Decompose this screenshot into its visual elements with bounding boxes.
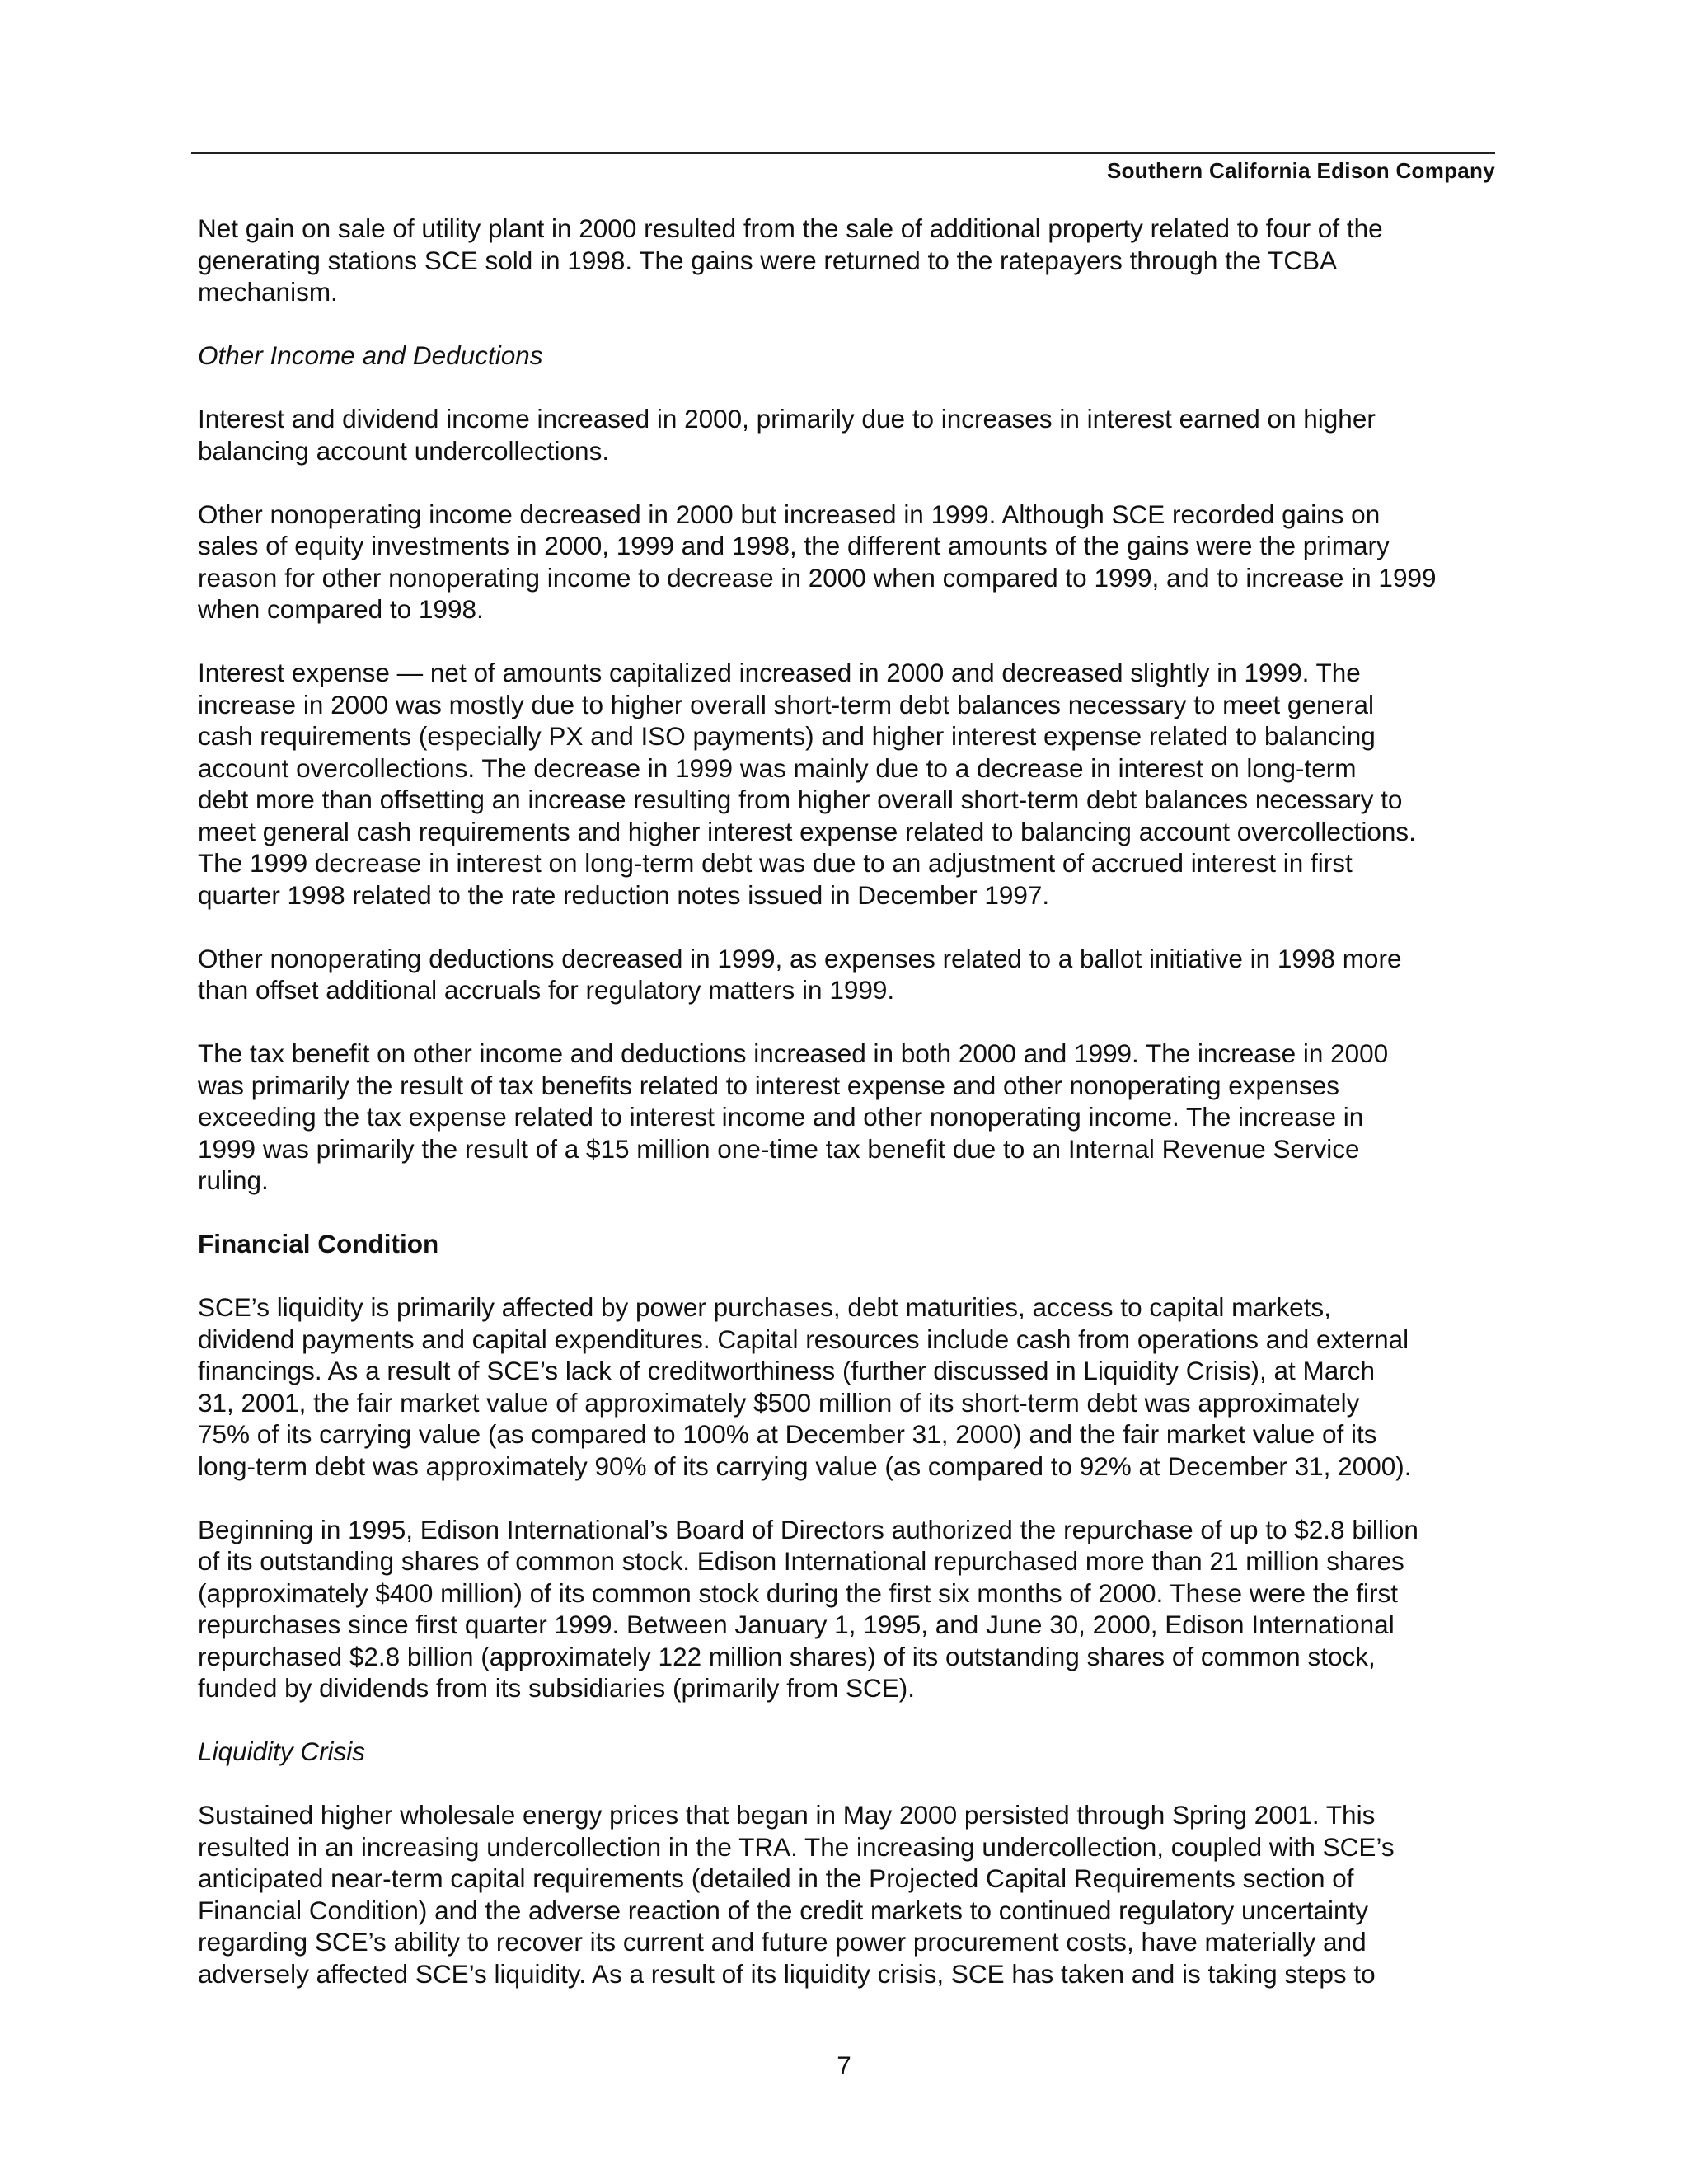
text-line: long-term debt was approximately 90% of its carrying value (as compared to 92% at December 31, 2000). xyxy=(198,1451,1412,1481)
text-line: was primarily the result of tax benefits related to interest expense and other nonoperating expenses xyxy=(198,1070,1340,1100)
text-line: account overcollections. The decrease in 1999 was mainly due to a decrease in interest on long-term xyxy=(198,752,1357,783)
text-line: increase in 2000 was mostly due to higher overall short-term debt balances necessary to meet general xyxy=(198,689,1375,719)
text-line: cash requirements (especially PX and ISO payments) and higher interest expense related to balancing xyxy=(198,721,1376,751)
header-rule xyxy=(191,152,1495,154)
paragraph-liquidity-crisis xyxy=(198,1799,1500,1990)
text-line: exceeding the tax expense related to interest income and other nonoperating income. The increase in xyxy=(198,1102,1364,1132)
text-line: Other nonoperating deductions decreased in 1999, as expenses related to a ballot initiative in 1998 more xyxy=(198,943,1402,973)
text-line: SCE’s liquidity is primarily affected by power purchases, debt maturities, access to capital markets, xyxy=(198,1292,1331,1322)
text-line: (approximately $400 million) of its common stock during the first six months of 2000. These were the first xyxy=(198,1577,1399,1608)
text-line: ruling. xyxy=(198,1165,269,1195)
text-line: financings. As a result of SCE’s lack of creditworthiness (further discussed in Liquidity Crisis), at March xyxy=(198,1356,1375,1385)
text-line: balancing account undercollections. xyxy=(198,435,610,466)
text-line: when compared to 1998. xyxy=(198,594,484,624)
text-line: Sustained higher wholesale energy prices that began in May 2000 persisted through Spring 2001. This xyxy=(198,1800,1376,1830)
header-company-name: Southern California Edison Company xyxy=(1106,158,1495,183)
heading-financial-condition: Financial Condition xyxy=(198,1229,439,1258)
paragraph-other-nonoperating-income xyxy=(198,499,1500,626)
text-line: of its outstanding shares of common stock. Edison International repurchased more than 21 million shares xyxy=(198,1546,1404,1576)
paragraph-tax-benefit xyxy=(198,1038,1500,1197)
text-line: repurchases since first quarter 1999. Between January 1, 1995, and June 30, 2000, Edison International xyxy=(198,1610,1395,1639)
text-line: than offset additional accruals for regulatory matters in 1999. xyxy=(198,975,895,1005)
text-line: Other nonoperating income decreased in 2000 but increased in 1999. Although SCE recorded gains on xyxy=(198,499,1381,529)
paragraph-other-nonoperating-deductions xyxy=(198,943,1500,1006)
text-line: sales of equity investments in 2000, 1999 and 1998, the different amounts of the gains were the primary xyxy=(198,531,1390,560)
text-line: Interest and dividend income increased in 2000, primarily due to increases in interest earned on higher xyxy=(198,404,1376,434)
text-line: Net gain on sale of utility plant in 2000 resulted from the sale of additional property related to four of the xyxy=(198,213,1383,243)
text-line: The 1999 decrease in interest on long-term debt was due to an adjustment of accrued interest in first xyxy=(198,848,1353,878)
document-body xyxy=(198,213,1500,2022)
text-line: dividend payments and capital expenditures. Capital resources include cash from operations and external xyxy=(198,1324,1409,1354)
paragraph-sce-liquidity xyxy=(198,1291,1500,1482)
text-line: 31, 2001, the fair market value of approximately $500 million of its short-term debt was approximately xyxy=(198,1387,1360,1418)
heading-other-income-deductions: Other Income and Deductions xyxy=(198,340,543,370)
paragraph-net-gain xyxy=(198,213,1500,308)
page-number: 7 xyxy=(837,2050,851,2080)
text-line: debt more than offsetting an increase resulting from higher overall short-term debt balances necessary to xyxy=(198,785,1403,814)
text-line: 1999 was primarily the result of a $15 million one-time tax benefit due to an Internal Revenue Service xyxy=(198,1133,1360,1164)
text-line: funded by dividends from its subsidiaries (primarily from SCE). xyxy=(198,1673,916,1703)
text-line: The tax benefit on other income and deductions increased in both 2000 and 1999. The increase in 2000 xyxy=(198,1038,1389,1068)
paragraph-stock-repurchase xyxy=(198,1514,1500,1704)
text-line: Beginning in 1995, Edison International’s Board of Directors authorized the repurchase of up to $2.8 billion xyxy=(198,1514,1418,1544)
text-line: mechanism. xyxy=(198,277,338,307)
text-line: 75% of its carrying value (as compared to 100% at December 31, 2000) and the fair market value of its xyxy=(198,1419,1377,1449)
text-line: generating stations SCE sold in 1998. The gains were returned to the ratepayers through the TCBA xyxy=(198,245,1338,275)
text-line: meet general cash requirements and higher interest expense related to balancing account overcollections. xyxy=(198,816,1416,846)
text-line: adversely affected SCE’s liquidity. As a result of its liquidity crisis, SCE has taken and is taking steps to xyxy=(198,1958,1376,1989)
text-line: quarter 1998 related to the rate reduction notes issued in December 1997. xyxy=(198,879,1050,910)
text-line: Financial Condition) and the adverse reaction of the credit markets to continued regulatory uncertainty xyxy=(198,1895,1369,1925)
text-line: regarding SCE’s ability to recover its current and future power procurement costs, have materially and xyxy=(198,1927,1367,1957)
text-line: reason for other nonoperating income to decrease in 2000 when compared to 1999, and to increase in 1999 xyxy=(198,562,1437,593)
paragraph-interest-expense xyxy=(198,657,1500,911)
text-line: Interest expense — net of amounts capitalized increased in 2000 and decreased slightly in 1999. The xyxy=(198,658,1361,687)
text-line: repurchased $2.8 billion (approximately 122 million shares) of its outstanding shares of common stock, xyxy=(198,1641,1376,1671)
text-line: anticipated near-term capital requirements (detailed in the Projected Capital Requirements section of xyxy=(198,1863,1354,1893)
paragraph-interest-dividend-income xyxy=(198,403,1500,466)
text-line: resulted in an increasing undercollection in the TRA. The increasing undercollection, coupled with SCE’s xyxy=(198,1831,1395,1862)
heading-liquidity-crisis: Liquidity Crisis xyxy=(198,1736,366,1766)
